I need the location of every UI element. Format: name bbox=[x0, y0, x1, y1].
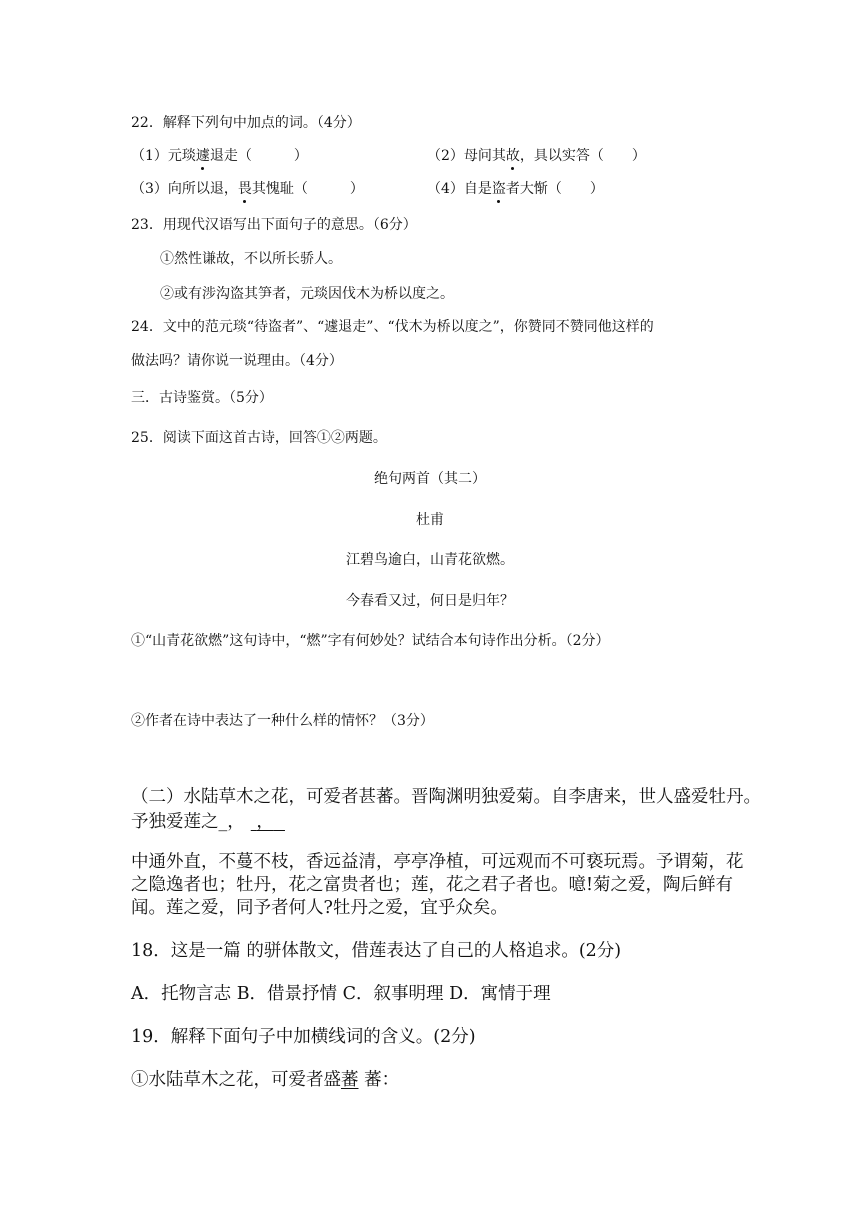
q22-item-4-post: 者大惭（ ） bbox=[505, 181, 604, 197]
section-3-heading: 三．古诗鉴赏。（5分） bbox=[131, 390, 273, 406]
q23-sentence-1: ①然性谦故，不以所长骄人。 bbox=[160, 251, 342, 267]
poem-verse-1: 江碧鸟逾白，山青花欲燃。 bbox=[346, 552, 514, 568]
q24-line-1: 24．文中的范元琰“待盗者”、“遽退走”、“伐木为桥以度之”，你赞同不赞同他这样的 bbox=[131, 319, 654, 335]
q19-item-1-post: 蕃： bbox=[358, 1070, 400, 1090]
q22-item-3-dotted-word: 畏 bbox=[238, 178, 252, 198]
q22-stem: 22．解释下列句中加点的词。（4分） bbox=[131, 115, 361, 131]
q22-item-1 bbox=[131, 145, 308, 165]
q19-item-1-underlined-word: 蕃 bbox=[341, 1070, 359, 1090]
q18-options: A．托物言志 B．借景抒情 C．叙事明理 D．寓情于理 bbox=[131, 984, 551, 1004]
poem-title: 绝句两首（其二） bbox=[374, 471, 486, 487]
passage-line-2-text: 予独爱莲之 bbox=[131, 812, 219, 832]
q22-item-4-dotted-word: 盗 bbox=[492, 178, 506, 198]
passage-line-4: 之隐逸者也；牡丹，花之富贵者也；莲，花之君子者也。噫!菊之爱，陶后鲜有 bbox=[131, 875, 734, 895]
poem-author: 杜甫 bbox=[416, 512, 444, 528]
passage-line-1: （二）水陆草木之花，可爱者甚蕃。晋陶渊明独爱菊。自李唐来，世人盛爱牡丹。 bbox=[131, 787, 761, 807]
q19-item-1 bbox=[131, 1066, 399, 1091]
passage-line-5: 闻。莲之爱，同予者何人?牡丹之爱，宜乎众矣。 bbox=[131, 898, 508, 918]
passage-line-2-underlined-blank bbox=[251, 812, 285, 832]
q22-item-2-pre: （2）母问其 bbox=[427, 148, 506, 164]
q23-stem: 23．用现代汉语写出下面句子的意思。（6分） bbox=[131, 217, 417, 233]
q22-item-3 bbox=[131, 178, 364, 198]
q25-sub-question-2: ②作者在诗中表达了一种什么样的情怀？（3分） bbox=[131, 713, 434, 729]
q23-sentence-2: ②或有涉沟盗其笋者，元琰因伐木为桥以度之。 bbox=[160, 286, 454, 302]
q19-item-1-pre: ①水陆草木之花，可爱者盛 bbox=[131, 1070, 341, 1090]
passage-line-3: 中通外直，不蔓不枝，香远益清，亭亭净植，可远观而不可亵玩焉。予谓菊，花 bbox=[131, 852, 744, 872]
q22-item-3-post: 其愧耻（ ） bbox=[251, 181, 364, 197]
q22-item-3-pre: （3）向所以退， bbox=[131, 181, 238, 197]
q22-item-2-post: ，具以实答（ ） bbox=[519, 148, 646, 164]
passage-line-2-blank: _， bbox=[218, 812, 245, 832]
q24-line-2: 做法吗？请你说一说理由。（4分） bbox=[131, 353, 343, 369]
q22-item-4 bbox=[427, 178, 604, 198]
passage-line-2-comma: ， bbox=[256, 812, 274, 832]
q22-item-4-pre: （4）自是 bbox=[427, 181, 492, 197]
poem-verse-2: 今春看又过，何日是归年？ bbox=[346, 593, 514, 609]
q19-stem: 19．解释下面句子中加横线词的含义。(2分) bbox=[131, 1027, 476, 1047]
q25-sub-question-1: ①“山青花欲燃”这句诗中，“燃”字有何妙处？试结合本句诗作出分析。（2分） bbox=[131, 633, 610, 649]
q22-item-1-dotted-word: 遽 bbox=[196, 145, 210, 165]
q22-item-2 bbox=[427, 145, 646, 165]
q22-item-2-dotted-word: 故 bbox=[506, 145, 520, 165]
q22-item-1-post: 退走（ ） bbox=[209, 148, 308, 164]
passage-line-2 bbox=[131, 808, 285, 833]
q25-stem: 25．阅读下面这首古诗，回答①②两题。 bbox=[131, 430, 387, 446]
q18-stem: 18．这是一篇 的骈体散文，借莲表达了自己的人格追求。(2分) bbox=[131, 941, 622, 961]
q22-item-1-pre: （1）元琰 bbox=[131, 148, 196, 164]
